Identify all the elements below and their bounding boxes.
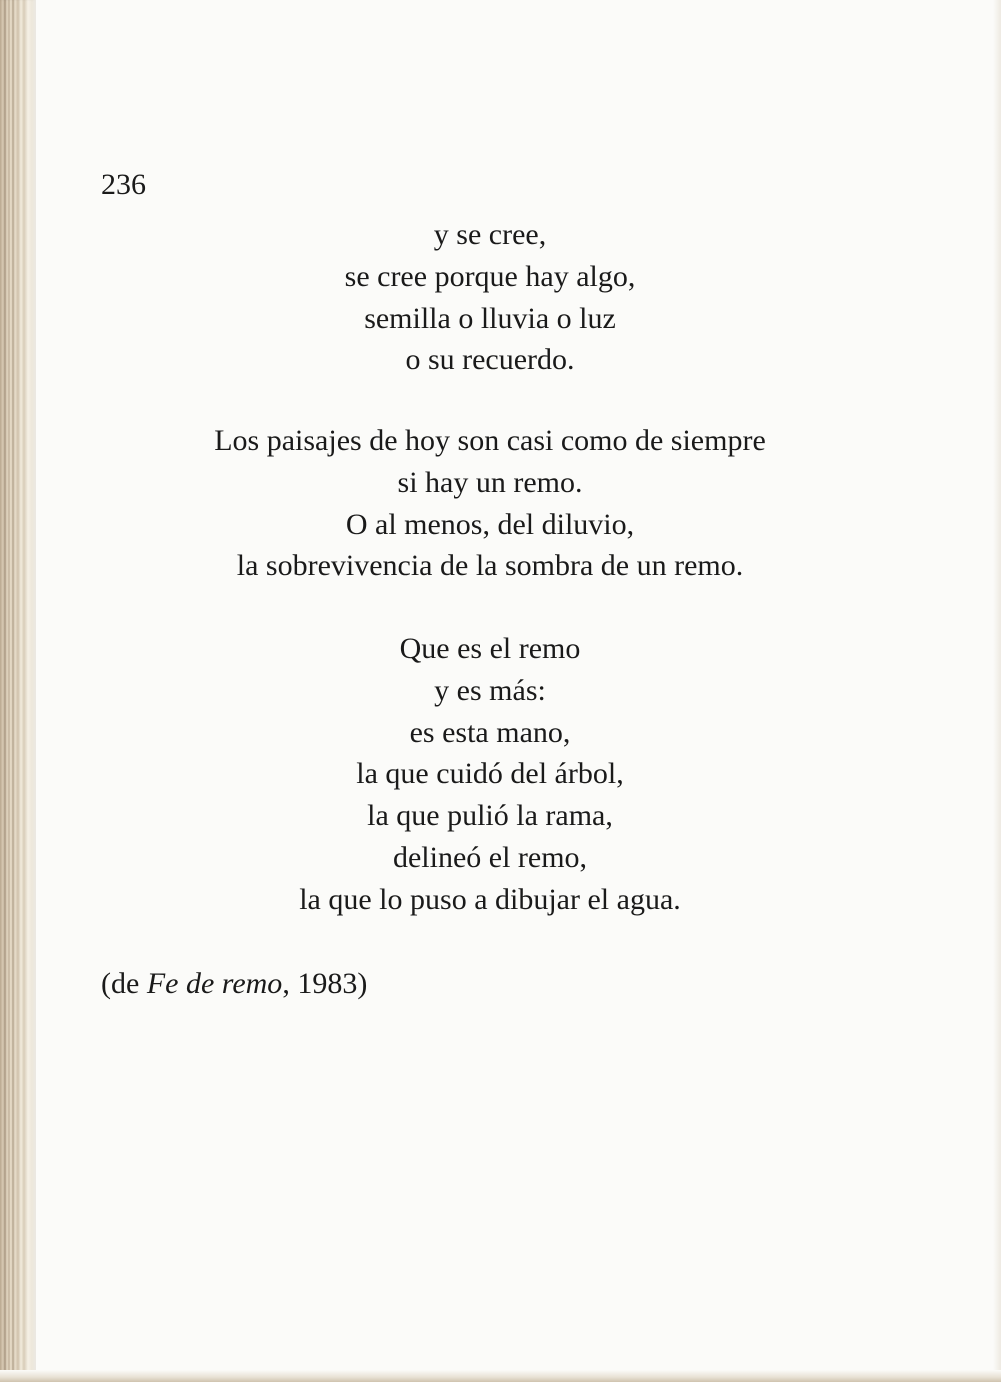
verse-line: la sobrevivencia de la sombra de un remo. xyxy=(236,549,744,583)
verse-line: semilla o lluvia o luz xyxy=(364,301,616,335)
verse-line: Que es el remo xyxy=(399,632,581,665)
verse-line: es esta mano, xyxy=(409,715,571,749)
page-bottom-edge xyxy=(0,1370,1001,1382)
stanza-1 xyxy=(140,214,840,381)
stanza-3 xyxy=(140,628,840,921)
source-book-title: Fe de remo xyxy=(146,967,283,1000)
book-binding-edge xyxy=(0,0,36,1382)
page-right-edge xyxy=(993,0,1001,1382)
verse-line: la que cuidó del árbol, xyxy=(356,757,624,791)
source-prefix: (de xyxy=(101,967,147,1000)
verse-line: o su recuerdo. xyxy=(405,343,575,377)
verse-line: y se cree, xyxy=(433,218,547,251)
page-number: 236 xyxy=(101,168,146,201)
verse-line: Los paisajes de hoy son casi como de siempre xyxy=(214,424,766,457)
verse-line: la que lo puso a dibujar el agua. xyxy=(299,882,681,916)
verse-line: O al menos, del diluvio, xyxy=(345,507,635,541)
verse-line: la que pulió la rama, xyxy=(367,799,613,833)
source-suffix: , 1983) xyxy=(282,967,368,1000)
stanza-2 xyxy=(140,420,840,587)
verse-line: se cree porque hay algo, xyxy=(344,259,636,293)
verse-line: si hay un remo. xyxy=(397,465,583,499)
verse-line: delineó el remo, xyxy=(392,840,588,874)
verse-line: y es más: xyxy=(434,673,546,707)
source-citation xyxy=(101,963,367,1004)
